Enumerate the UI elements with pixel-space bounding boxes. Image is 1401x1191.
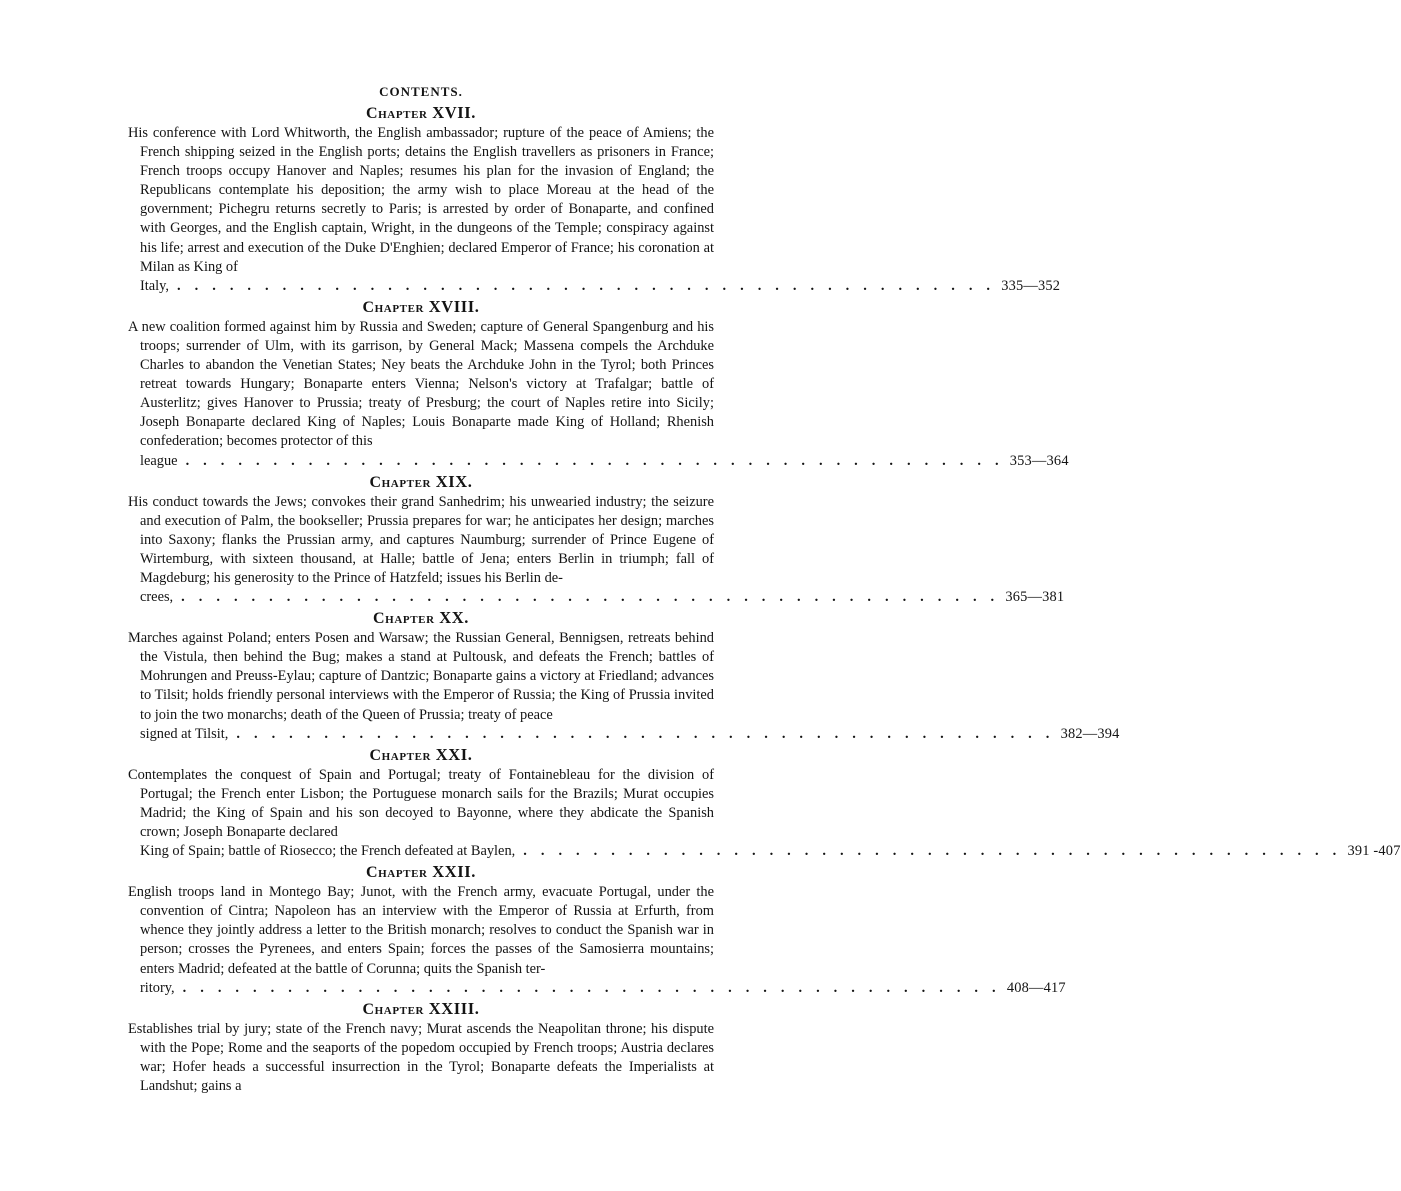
chapter-entry-xxi bbox=[128, 744, 1401, 861]
page-range-line bbox=[140, 277, 1061, 296]
chapter-heading bbox=[128, 297, 714, 318]
chapter-summary bbox=[128, 493, 1065, 608]
chapter-label: Chapter bbox=[365, 105, 428, 122]
leader-dots: . . . . . . . . . . . . . . . . . . . . . . . . . . . . . . . . . . . . . . . . . . . . . . . bbox=[182, 979, 1001, 996]
chapter-entry-xx bbox=[128, 608, 1120, 744]
page-range: 391 -407 bbox=[1347, 843, 1401, 860]
page-range: 408—417 bbox=[1006, 979, 1066, 996]
chapter-summary bbox=[128, 124, 1061, 296]
leader-dots: . . . . . . . . . . . . . . . . . . . . . . . . . . . . . . . . . . . . . . . . . . . . . . . bbox=[181, 589, 1000, 606]
page-range: 382—394 bbox=[1060, 725, 1120, 742]
chapter-heading bbox=[128, 472, 714, 493]
chapter-number: XXIII. bbox=[428, 998, 480, 1018]
chapter-summary-text: His conference with Lord Whitworth, the English ambassador; rupture of the peace of Amiens; the French shipping seized in the English ports; detains the English travellers as prisoners in France; French troops occupy Hanover and Naples; resumes his plan for the invasion of England; the Republicans contemplate his deposition; the army wish to place Moreau at the head of the government; Pichegru returns secretly to Paris; is arrested by order of Bonaparte, and confined with Georges, and the English captain, Wright, in the dungeons of the Temple; conspiracy against his life; arrest and execution of the Duke D'Enghien; declared Emperor of France; his coronation at Milan as King of bbox=[128, 125, 714, 275]
running-head: CONTENTS. bbox=[379, 84, 463, 99]
chapter-label: Chapter bbox=[362, 298, 425, 316]
leader-dots: . . . . . . . . . . . . . . . . . . . . . . . . . . . . . . . . . . . . . . . . . . . . . . . bbox=[236, 725, 1055, 742]
chapter-label: Chapter bbox=[365, 864, 428, 882]
chapter-number: XVII. bbox=[432, 103, 476, 122]
chapter-summary bbox=[128, 629, 1120, 744]
chapter-summary-text: Establishes trial by jury; state of the French navy; Murat ascends the Neapolitan throne; his dispute with the Pope; Rome and the seaports of the popedom occupied by French troops; Austria declares war; Hofer heads a successful insurrection in the Tyrol; Bonaparte defeats the Imperialists at Landshut; gains a bbox=[128, 1020, 714, 1095]
chapter-last-line: crees, bbox=[140, 589, 174, 606]
chapter-entry-xviii bbox=[128, 296, 1069, 471]
page-range: 365—381 bbox=[1005, 589, 1065, 606]
chapter-summary-text: A new coalition formed against him by Russia and Sweden; capture of General Spangenburg and his troops; surrender of Ulm, with its garrison, by General Mack; Massena compels the Archduke Charles to abandon the Venetian States; Ney beats the Archduke John in the Tyrol; both Princes retreat towards Hungary; Bonaparte enters Vienna; Nelson's victory at Trafalgar; battle of Austerlitz; gives Hanover to Prussia; treaty of Presburg; the court of Naples retire into Sicily; Joseph Bonaparte declared King of Naples; Louis Bonaparte made King of Holland; Rhenish confederation; becomes protector of this bbox=[128, 318, 714, 450]
page-range-line bbox=[140, 979, 1066, 998]
chapter-number: XXII. bbox=[432, 862, 476, 882]
chapter-number: XIX. bbox=[435, 471, 473, 491]
chapter-summary-text: English troops land in Montego Bay; Junot, with the French army, evacuate Portugal, under the convention of Cintra; Napoleon has an interview with the Emperor of Russia at Erfurth, from whence they jointly address a letter to the British monarch; resolves to conduct the Spanish war in person; crosses the Pyrenees, and enters Spain; forces the passes of the Samosierra mountains; enters Madrid; defeated at the battle of Corunna; quits the Spanish ter- bbox=[128, 884, 714, 977]
leader-dots: . . . . . . . . . . . . . . . . . . . . . . . . . . . . . . . . . . . . . . . . . . . . . . . bbox=[185, 452, 1004, 469]
chapter-heading bbox=[128, 862, 714, 883]
chapter-label: Chapter bbox=[369, 746, 432, 764]
chapter-entry-xix bbox=[128, 471, 1065, 608]
chapter-summary-text: His conduct towards the Jews; convokes their grand Sanhedrim; his unwearied industry; the seizure and execution of Palm, the bookseller; Prussia prepares for war; he anticipates her design; marches into Saxony; flanks the Prussian army, and captures Naumburg; surrender of Prince Eugene of Wirtemburg, with sixteen thousand, at Halle; battle of Jena; enters Berlin in triumph; fall of Magdeburg; his generosity to the Prince of Hatzfeld; issues his Berlin de- bbox=[128, 493, 714, 586]
chapter-summary bbox=[128, 883, 1066, 998]
chapter-label: Chapter bbox=[373, 610, 435, 628]
chapter-entry-xvii bbox=[128, 103, 1061, 296]
leader-dots: . . . . . . . . . . . . . . . . . . . . . . . . . . . . . . . . . . . . . . . . . . . . . . . bbox=[177, 277, 996, 294]
chapter-last-line: Italy, bbox=[140, 277, 170, 294]
page-range: 353—364 bbox=[1009, 452, 1069, 469]
chapter-summary-text: Contemplates the conquest of Spain and Portugal; treaty of Fontainebleau for the division of Portugal; the French enter Lisbon; the Portuguese monarch sails for the Brazils; Murat occupies Madrid; the King of Spain and his son decoyed to Bayonne, where they abdicate the Spanish crown; Joseph Bonaparte declared bbox=[128, 766, 714, 840]
chapter-heading bbox=[128, 999, 714, 1020]
chapter-summary bbox=[128, 318, 1069, 471]
chapter-label: Chapter bbox=[369, 473, 432, 491]
page-range-line bbox=[140, 842, 1401, 861]
chapter-summary-text: Marches against Poland; enters Posen and Warsaw; the Russian General, Bennigsen, retreats behind the Vistula, then behind the Bug; makes a stand at Pultousk, and defeats the French; battles of Mohrungen and Preuss-Eylau; capture of Dantzic; Bonaparte gains a victory at Friedland; advances to Tilsit; holds friendly personal interviews with the Emperor of Russia; the King of Prussia invited to join the two monarchs; death of the Queen of Prussia; treaty of peace bbox=[128, 630, 714, 723]
chapter-entry-xxiii bbox=[128, 999, 714, 1096]
page-range-line bbox=[140, 588, 1065, 607]
chapter-label: Chapter bbox=[362, 1000, 425, 1018]
chapter-heading bbox=[128, 608, 714, 629]
chapter-last-line: signed at Tilsit, bbox=[140, 725, 229, 742]
chapter-entry-xxii bbox=[128, 862, 1066, 998]
chapter-last-line: King of Spain; battle of Riosecco; the French defeated at Baylen, bbox=[140, 843, 516, 860]
contents-page bbox=[128, 84, 1401, 1097]
chapter-summary bbox=[128, 766, 1401, 861]
chapter-number: XX. bbox=[439, 608, 469, 628]
chapter-summary bbox=[128, 1020, 714, 1096]
leader-dots: . . . . . . . . . . . . . . . . . . . . . . . . . . . . . . . . . . . . . . . . . . . . . . . bbox=[523, 843, 1342, 860]
chapter-heading bbox=[128, 103, 714, 124]
chapter-heading bbox=[128, 745, 714, 766]
page-range-line bbox=[140, 452, 1069, 471]
chapter-last-line: league bbox=[140, 452, 178, 469]
chapter-number: XVIII. bbox=[428, 296, 480, 316]
chapter-number: XXI. bbox=[435, 744, 473, 764]
page-range-line bbox=[140, 725, 1120, 744]
page-range: 335—352 bbox=[1001, 277, 1061, 294]
chapter-last-line: ritory, bbox=[140, 979, 175, 996]
